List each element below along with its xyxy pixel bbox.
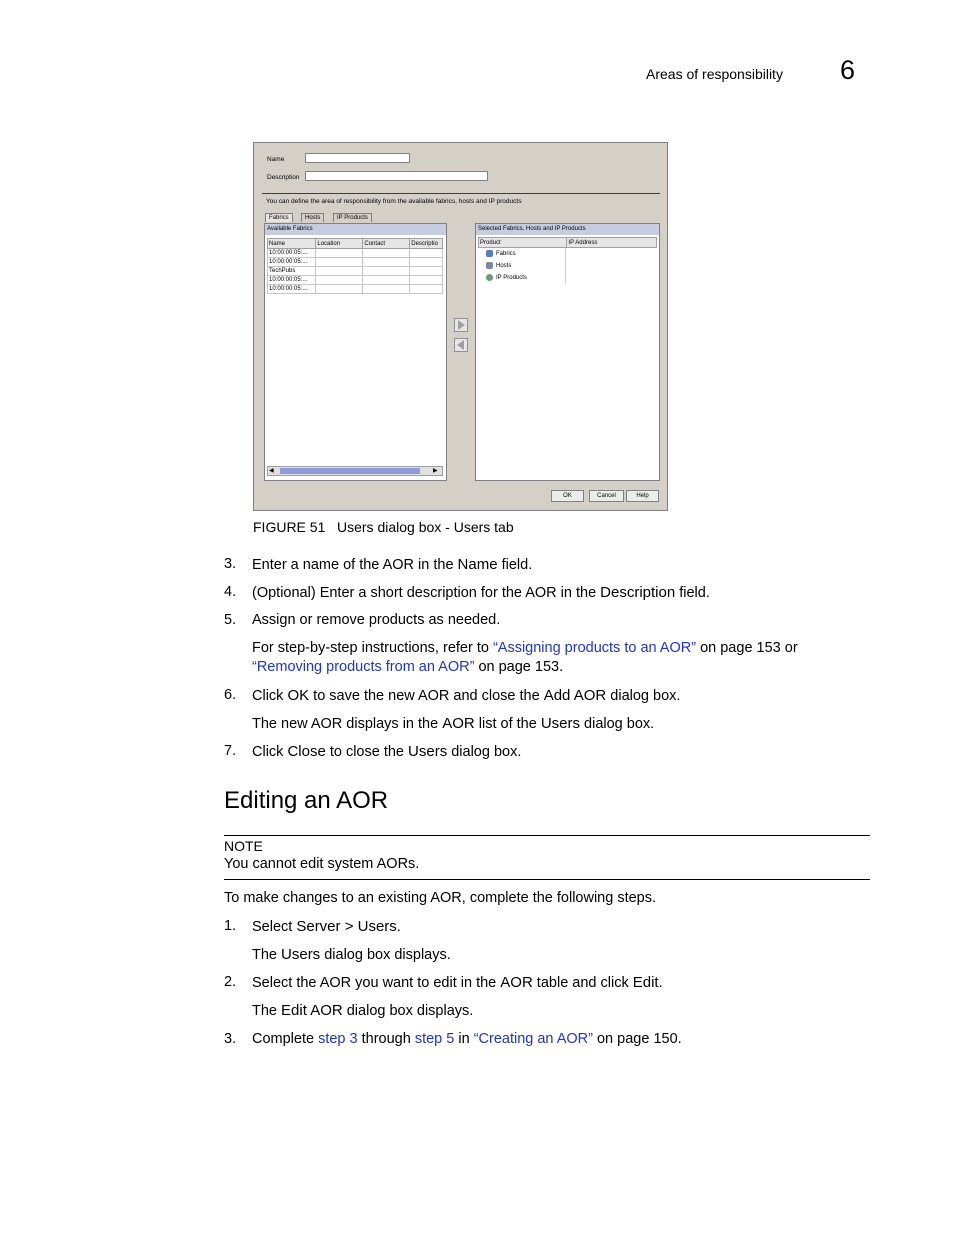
step-paragraph: The Users dialog box displays.: [252, 946, 451, 963]
ok-button[interactable]: OK: [551, 490, 584, 502]
step-number: 2.: [224, 974, 237, 990]
table-row[interactable]: 10:00:00:05:...: [268, 285, 443, 294]
help-button[interactable]: Help: [626, 490, 659, 502]
table-row[interactable]: 10:00:00:05:...: [268, 249, 443, 258]
ip-product-icon: [486, 274, 493, 281]
figure-caption: Users dialog box - Users tab: [337, 519, 514, 535]
step-number: 3.: [224, 556, 237, 572]
selected-products-table: [478, 237, 657, 248]
right-arrow-icon: [455, 319, 467, 331]
step-number: 1.: [224, 918, 237, 934]
scroll-right-icon[interactable]: ▶: [433, 468, 438, 474]
selected-products-panel: [475, 223, 660, 481]
cancel-button[interactable]: Cancel: [589, 490, 624, 502]
step-text: Click OK to save the new AOR and close the Add AOR dialog box.: [252, 687, 681, 704]
intro-text: To make changes to an existing AOR, complete the following steps.: [224, 890, 657, 906]
description-field[interactable]: [305, 171, 488, 181]
remove-arrow-button[interactable]: [454, 338, 468, 352]
link-step-3[interactable]: step 3: [318, 1031, 358, 1047]
tab-hosts[interactable]: Hosts: [301, 213, 324, 222]
scroll-thumb[interactable]: [280, 468, 420, 474]
instruction-text: You can define the area of responsibility from the available fabrics, hosts and IP products: [266, 198, 522, 205]
step-text: Assign or remove products as needed.: [252, 612, 501, 628]
step-paragraph: The new AOR displays in the AOR list of the Users dialog box.: [252, 715, 655, 732]
column-header-name[interactable]: Name: [268, 239, 316, 249]
column-header-product[interactable]: Product: [479, 238, 567, 248]
table-row[interactable]: 10:00:00:05:...: [268, 258, 443, 267]
column-header-description[interactable]: Descriptio: [410, 239, 443, 249]
step-text: Select Server > Users.: [252, 918, 401, 935]
column-header-contact[interactable]: Contact: [363, 239, 410, 249]
link-step-5[interactable]: step 5: [414, 1031, 455, 1047]
step-number: 7.: [224, 743, 237, 759]
add-arrow-button[interactable]: [454, 318, 468, 332]
divider: [262, 193, 660, 194]
step-number: 5.: [224, 612, 237, 628]
note-bottom-rule: [224, 879, 870, 880]
step-paragraph: For step-by-step instructions, refer to “Assigning products to an AOR” on page 153 or: [252, 640, 798, 656]
available-fabrics-panel: [264, 223, 447, 481]
tree-item-hosts[interactable]: Hosts: [486, 262, 511, 269]
link-removing-products[interactable]: “Removing products from an AOR”: [252, 659, 475, 675]
step-number: 6.: [224, 687, 237, 703]
available-fabrics-title: Available Fabrics: [265, 224, 446, 235]
horizontal-scrollbar[interactable]: [267, 466, 443, 476]
running-header-section: Areas of responsibility: [646, 66, 783, 82]
section-title: Editing an AOR: [224, 787, 389, 814]
host-icon: [486, 262, 493, 269]
scroll-left-icon[interactable]: ◀: [269, 468, 274, 474]
tab-ip-products[interactable]: IP Products: [333, 213, 372, 222]
left-arrow-icon: [455, 339, 467, 351]
link-creating-an-aor[interactable]: “Creating an AOR”: [473, 1031, 593, 1047]
tab-fabrics[interactable]: Fabrics: [265, 213, 293, 222]
step-text: (Optional) Enter a short description for the AOR in the Description field.: [252, 584, 710, 601]
table-row[interactable]: TechPubs: [268, 267, 443, 276]
users-dialog-screenshot: [253, 142, 668, 511]
column-header-ip-address[interactable]: IP Address: [567, 238, 657, 248]
link-assigning-products[interactable]: “Assigning products to an AOR”: [492, 640, 697, 656]
selected-products-title: Selected Fabrics, Hosts and IP Products: [476, 224, 659, 235]
step-paragraph: The Edit AOR dialog box displays.: [252, 1002, 474, 1019]
note-top-rule: [224, 835, 870, 836]
step-text: Enter a name of the AOR in the Name field.: [252, 556, 533, 573]
fabric-icon: [486, 250, 493, 257]
name-label: Name: [267, 156, 285, 163]
figure-number: FIGURE 51: [253, 519, 326, 535]
chapter-number: 6: [840, 55, 856, 85]
step-number: 3.: [224, 1031, 237, 1047]
step-number: 4.: [224, 584, 237, 600]
tree-item-ip-products[interactable]: IP Products: [486, 274, 527, 281]
column-header-location[interactable]: Location: [316, 239, 363, 249]
description-label: Description: [267, 174, 300, 181]
step-text: Click Close to close the Users dialog box.: [252, 743, 522, 760]
step-text: Select the AOR you want to edit in the AOR table and click Edit.: [252, 974, 663, 991]
step-text: Complete step 3 through step 5 in “Creating an AOR” on page 150.: [252, 1031, 682, 1047]
table-row[interactable]: 10:00:00:05:...: [268, 276, 443, 285]
name-field[interactable]: [305, 153, 410, 163]
note-text: You cannot edit system AORs.: [224, 856, 420, 872]
note-label: NOTE: [224, 838, 263, 854]
step-paragraph: “Removing products from an AOR” on page 153.: [252, 659, 564, 675]
available-fabrics-table: [267, 238, 443, 294]
tree-item-fabrics[interactable]: Fabrics: [486, 250, 516, 257]
